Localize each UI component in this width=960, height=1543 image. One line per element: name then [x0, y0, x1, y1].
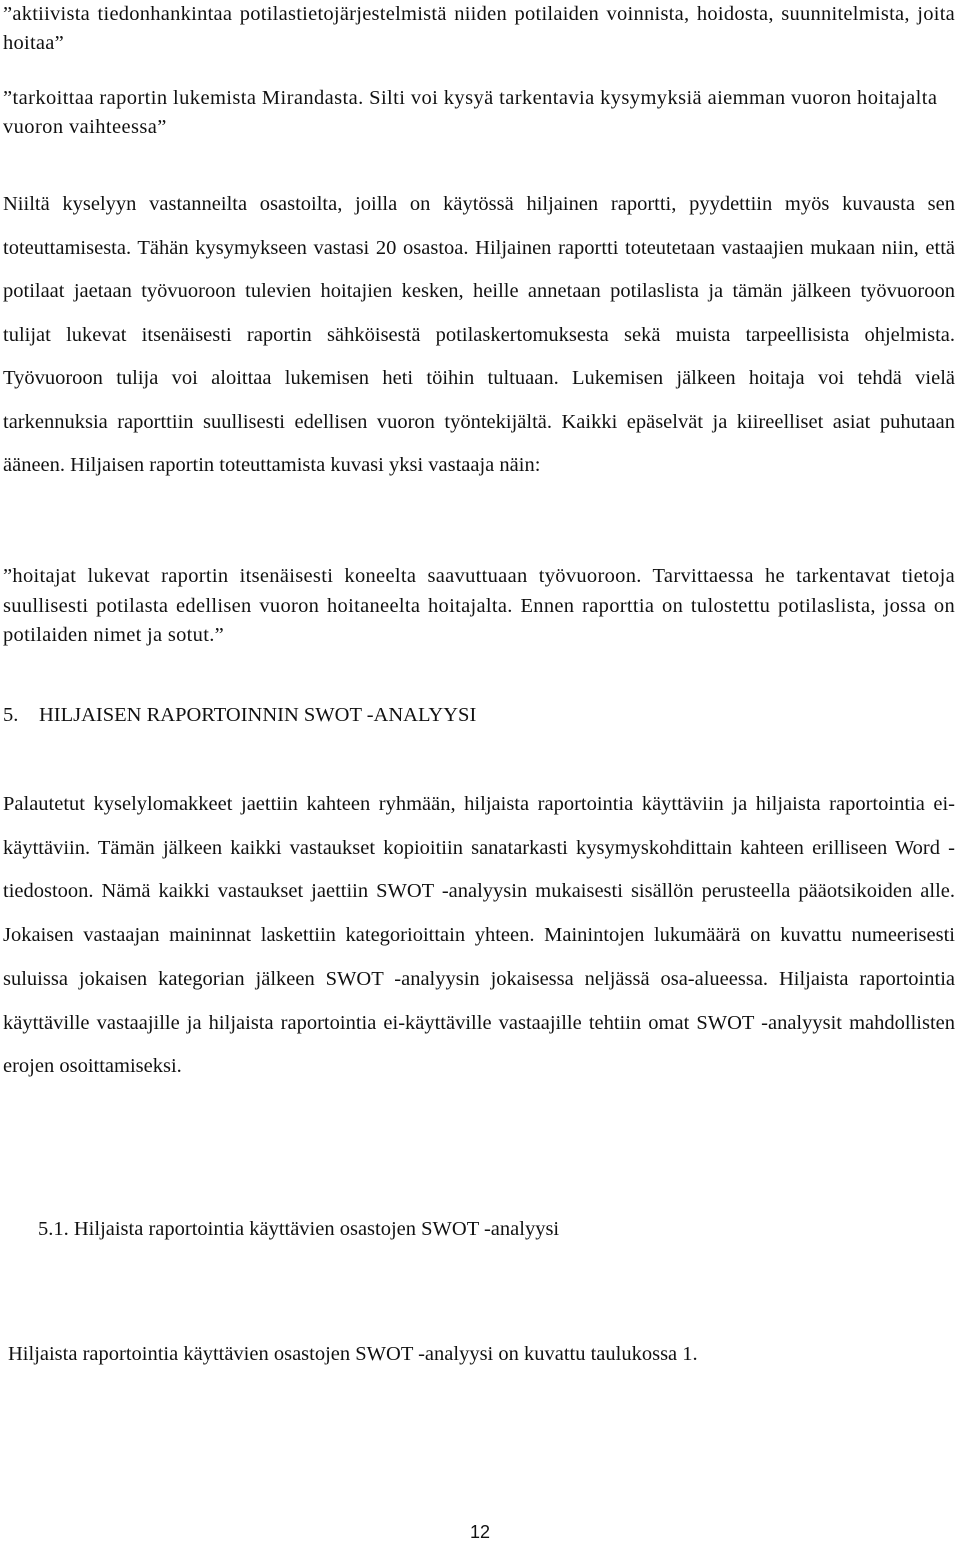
quote-respondent-1: ”aktiivista tiedonhankintaa potilastietojärjestelmistä niiden potilaiden voinnista, hoidosta, suunnitelmista, joita hoitaa”: [3, 3, 955, 54]
section-number: 5.: [3, 704, 19, 726]
section-title: HILJAISEN RAPORTOINNIN SWOT -ANALYYSI: [39, 704, 477, 726]
paragraph-table-reference: Hiljaista raportointia käyttävien osastojen SWOT -analyysi on kuvattu taulukossa 1.: [8, 1343, 698, 1365]
page-number: 12: [469, 1522, 491, 1542]
paragraph-silent-report-description: Niiltä kyselyyn vastanneilta osastoilta, joilla on käytössä hiljainen raportti, pyydettiin myös kuvausta sen toteuttamisesta. Tähän kysymykseen vastasi 20 osastoa. Hiljainen raportti toteutetaan vastaajien mukaan niin, että potilaat jaetaan työvuoroon tulevien hoitajien kesken, heille annetaan potilaslista ja tämän jälkeen työvuoroon tulijat lukevat itsenäisesti raportin sähköisestä potilaskertomuksesta sekä muista tarpeellisista ohjelmista. Työvuoroon tulija voi aloittaa lukemisen heti töihin tultuaan. Lukemisen jälkeen hoitaja voi tehdä vielä tarkennuksia raporttiin suullisesti edellisen vuoron työntekijältä. Kaikki epäselvät ja kiireelliset asiat puhutaan ääneen. Hiljaisen raportin toteuttamista kuvasi yksi vastaaja näin:: [3, 193, 955, 476]
subsection-heading-5-1: 5.1. Hiljaista raportointia käyttävien osastojen SWOT -analyysi: [38, 1218, 560, 1240]
section-heading-5: [3, 700, 955, 730]
paragraph-swot-method: Palautetut kyselylomakkeet jaettiin kahteen ryhmään, hiljaista raportointia käyttäviin ja hiljaista raportointia ei-käyttäviin. Tämän jälkeen kaikki vastaukset kopioitiin sanatarkasti kysymyskohdittain kahteen erilliseen Word -tiedostoon. Nämä kaikki vastaukset jaettiin SWOT -analyysin mukaisesti sisällön perusteella pääotsikoiden alle. Jokaisen vastaajan maininnat laskettiin kategorioittain yhteen. Mainintojen lukumäärä on kuvattu numeerisesti suluissa jokaisen kategorian jälkeen SWOT -analyysin jokaisessa neljässä osa-alueessa. Hiljaista raportointia käyttäville vastaajille ja hiljaista raportointia ei-käyttäville vastaajille tehtiin omat SWOT -analyysit mahdollisten erojen osoittamiseksi.: [3, 793, 955, 1078]
quote-respondent-2: ”tarkoittaa raportin lukemista Mirandasta. Silti voi kysyä tarkentavia kysymyksiä aiemman vuoron hoitajalta vuoron vaihteessa”: [3, 87, 938, 138]
quote-respondent-3: ”hoitajat lukevat raportin itsenäisesti koneelta saavuttuaan työvuoroon. Tarvittaessa he tarkentavat tietoja suullisesti potilasta edellisen vuoron hoitaneelta hoitajalta. Ennen raporttia on tulostettu potilaslista, jossa on potilaiden nimet ja sotut.”: [3, 565, 955, 646]
